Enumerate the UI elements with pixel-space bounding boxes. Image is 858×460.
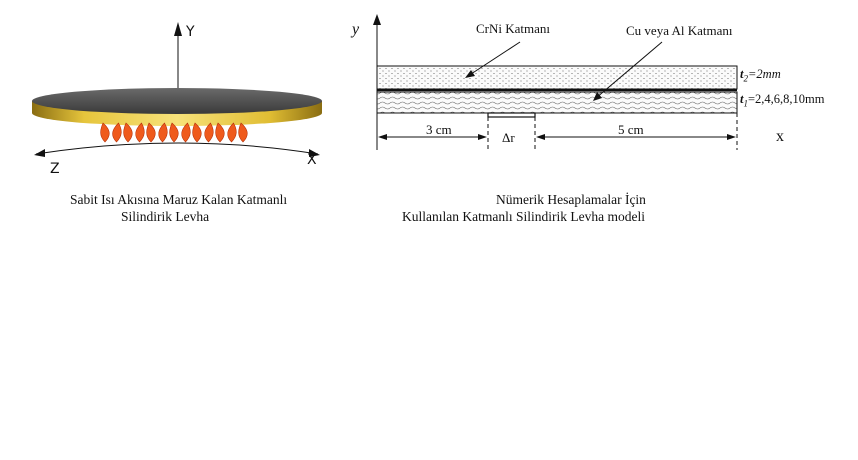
t1-subscript: 1 — [743, 98, 748, 109]
crni-layer — [377, 66, 737, 89]
left-z-axis-label: Z — [50, 161, 60, 177]
dim-3cm-arrow-right — [478, 134, 487, 140]
right-caption-line-2: Kullanılan Katmanlı Silindirik Levha modeli — [402, 209, 645, 224]
dim-5cm-label: 5 cm — [618, 122, 644, 137]
heat-flux-flames — [101, 123, 248, 142]
left-caption-line-1: Sabit Isı Akısına Maruz Kalan Katmanlı — [70, 192, 288, 207]
zx-axis-line — [36, 143, 318, 154]
delta-r-label: Δr — [502, 130, 515, 145]
flame-11 — [216, 123, 225, 142]
flame-2 — [113, 123, 122, 142]
dim-3cm-arrow-left — [378, 134, 387, 140]
t2-subscript: 2 — [743, 73, 748, 84]
right-y-axis-label: y — [352, 21, 360, 38]
z-axis-arrowhead — [34, 149, 45, 157]
t1-label — [740, 92, 824, 109]
dim-3cm-label: 3 cm — [426, 122, 452, 137]
flame-12 — [228, 123, 237, 142]
y-axis-arrowhead — [174, 22, 182, 36]
dim-5cm-arrow-right — [727, 134, 736, 140]
disk-top — [32, 88, 322, 114]
left-x-axis-label: X — [307, 152, 317, 168]
left-y-axis-label: Y — [186, 24, 195, 40]
cu-al-layer-label: Cu veya Al Katmanı — [626, 23, 733, 38]
left-caption-line-2: Silindirik Levha — [121, 209, 210, 224]
flame-4 — [136, 123, 145, 142]
delta-r-segment — [488, 113, 535, 117]
cu-al-layer — [377, 92, 737, 113]
flame-1 — [101, 123, 110, 142]
flame-5 — [147, 123, 156, 142]
right-x-axis-label: x — [776, 128, 784, 145]
t2-label — [740, 67, 781, 84]
t1-symbol: t — [740, 92, 744, 106]
flame-13 — [239, 123, 248, 142]
crni-layer-label: CrNi Katmanı — [476, 21, 551, 36]
t2-value: =2mm — [747, 67, 781, 81]
t2-symbol: t — [740, 67, 744, 81]
flame-9 — [193, 123, 202, 142]
layered-disk-illustration — [0, 0, 340, 185]
dim-5cm-arrow-left — [536, 134, 545, 140]
flame-10 — [205, 123, 214, 142]
right-caption-line-1: Nümerik Hesaplamalar İçin — [496, 192, 646, 207]
right-y-axis-arrowhead — [373, 14, 381, 25]
flame-3 — [124, 123, 133, 142]
t1-value: =2,4,6,8,10mm — [747, 92, 825, 106]
